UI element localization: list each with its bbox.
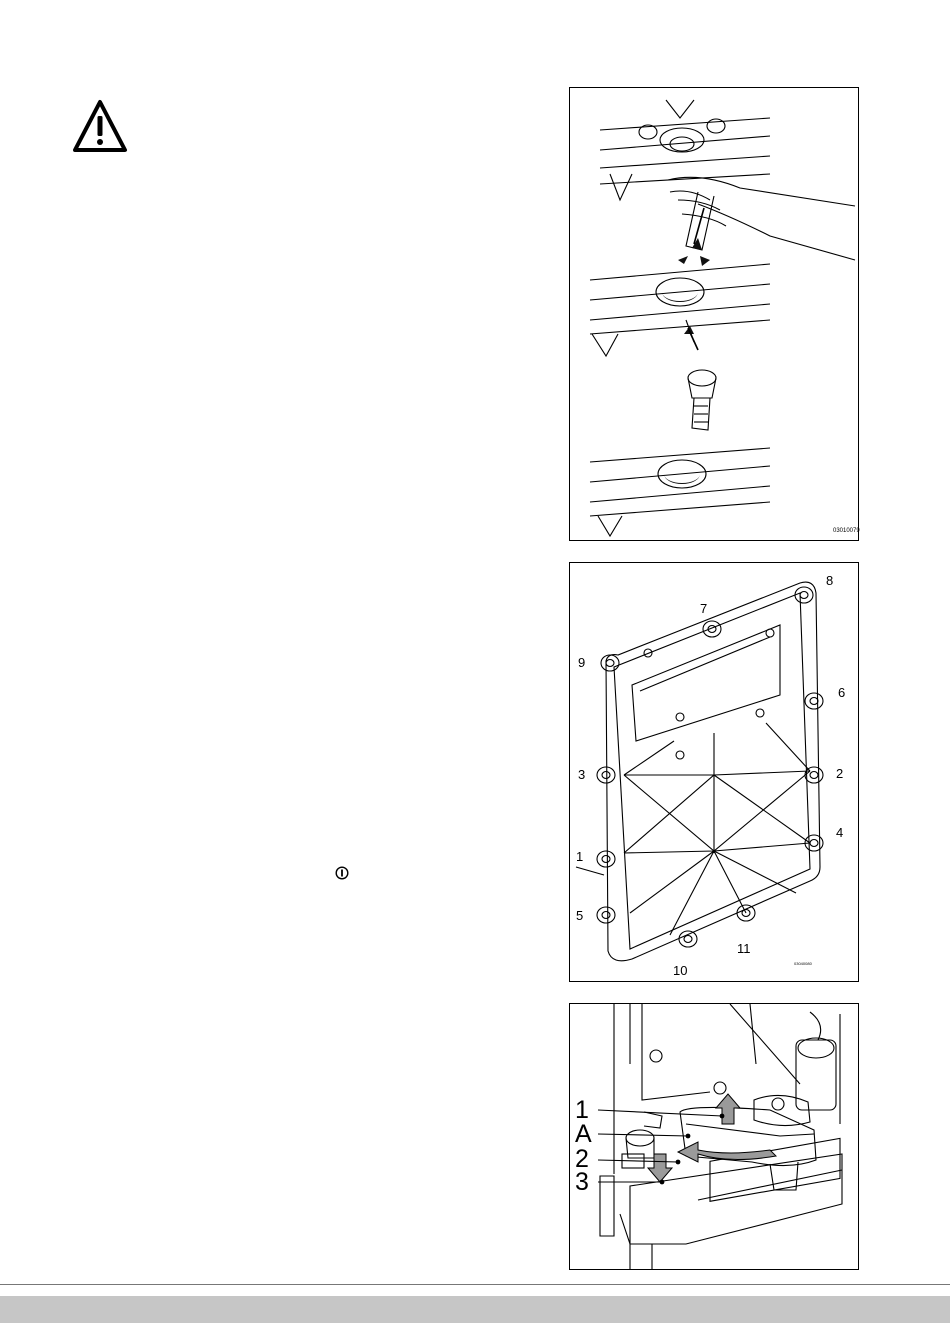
footer-rule — [0, 1284, 950, 1285]
callout-A: A — [575, 1120, 592, 1148]
callout-3: 3 — [575, 1168, 589, 1196]
callout-6: 6 — [838, 685, 846, 700]
warning-triangle-icon — [72, 99, 128, 153]
callout-7: 7 — [700, 601, 708, 616]
figure-spray-arm-assembly — [569, 87, 859, 541]
callout-1: 1 — [576, 849, 584, 864]
footer-bar — [0, 1296, 950, 1323]
info-circle-icon — [335, 866, 349, 880]
callout-10: 10 — [673, 963, 688, 978]
callout-2: 2 — [836, 766, 844, 781]
callout-8: 8 — [826, 573, 834, 588]
callout-11: 11 — [737, 941, 751, 956]
callout-3: 3 — [578, 767, 586, 782]
callout-5: 5 — [576, 908, 584, 923]
callout-4: 4 — [836, 825, 844, 840]
callout-2: 2 — [575, 1145, 589, 1173]
callout-9: 9 — [578, 655, 586, 670]
figure-code: 03040080 — [794, 961, 812, 966]
figure-frame-bolt-sequence — [569, 562, 859, 982]
figure-code: 03010079 — [833, 528, 860, 534]
figure-sump-assembly — [569, 1003, 859, 1270]
callout-1: 1 — [575, 1096, 589, 1124]
